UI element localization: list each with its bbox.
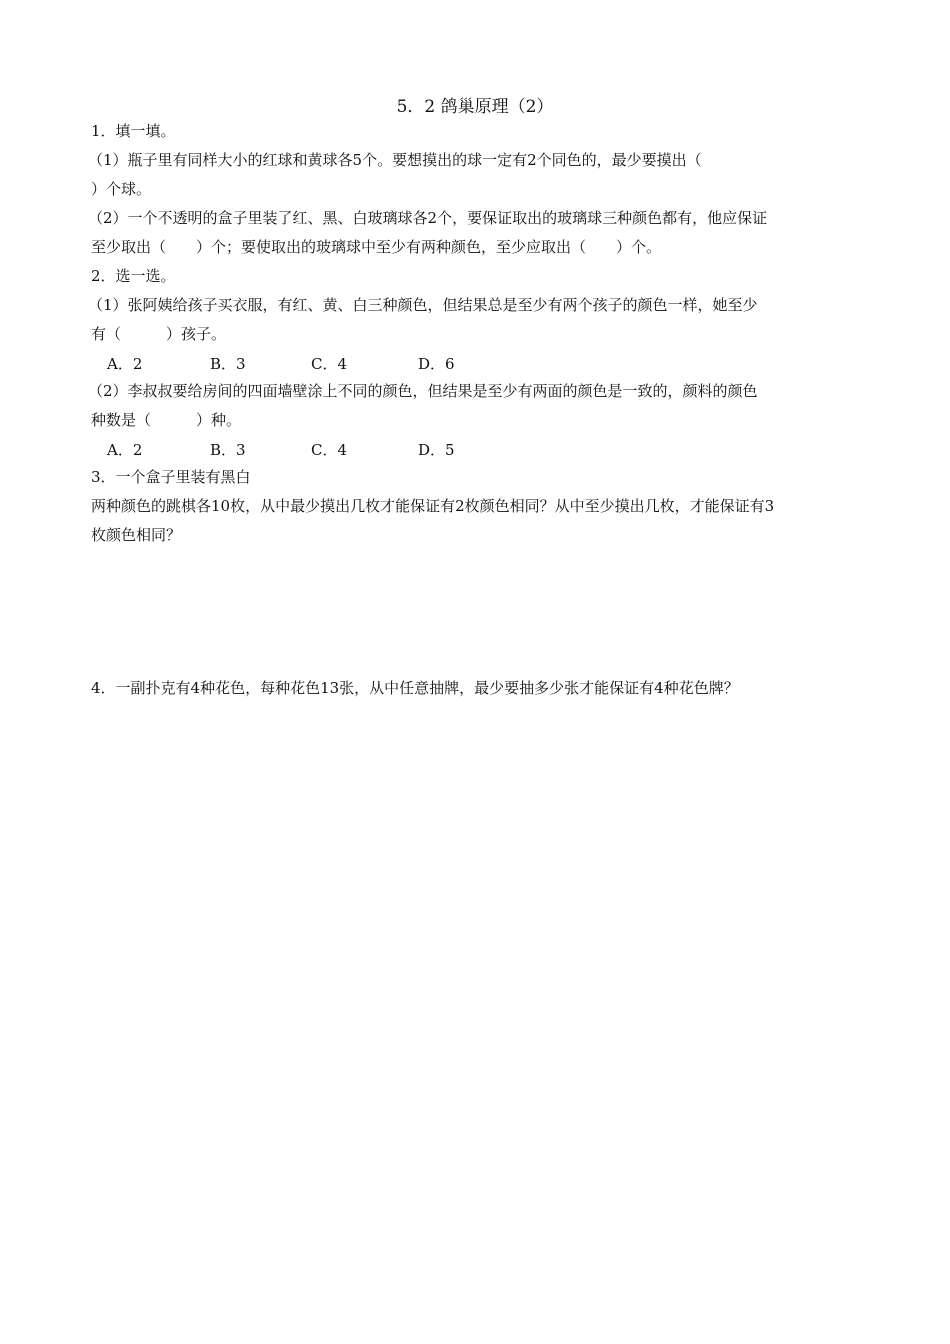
option-c: C．4 (311, 441, 348, 459)
option-d: D．6 (418, 355, 455, 373)
option-a: A．2 (107, 441, 143, 459)
section-2-heading: 2．选一选。 (91, 267, 176, 285)
question-2-1: （1）张阿姨给孩子买衣服，有红、黄、白三种颜色，但结果总是至少有两个孩子的颜色一样，她至少 (88, 296, 758, 314)
question-4: 4．一副扑克有4种花色，每种花色13张，从中任意抽牌，最少要抽多少张才能保证有4种花色牌？ (91, 679, 739, 697)
option-c: C．4 (311, 355, 348, 373)
question-2-2-cont: 种数是（ ）种。 (91, 411, 242, 429)
question-1-2-cont: 至少取出（ ）个；要使取出的玻璃球中至少有两种颜色，至少应取出（ ）个。 (91, 238, 662, 256)
option-b: B．3 (210, 441, 246, 459)
question-1-1: （1）瓶子里有同样大小的红球和黄球各5个。要想摸出的球一定有2个同色的，最少要摸出（ (88, 151, 702, 169)
question-3: 3．一个盒子里装有黑白 (91, 468, 251, 486)
question-1-2: （2）一个不透明的盒子里装了红、黑、白玻璃球各2个，要保证取出的玻璃球三种颜色都有，他应保证 (88, 209, 768, 227)
question-2-1-cont: 有（ ）孩子。 (91, 325, 227, 343)
option-d: D．5 (418, 441, 455, 459)
option-a: A．2 (107, 355, 143, 373)
question-2-2: （2）李叔叔要给房间的四面墙壁涂上不同的颜色，但结果是至少有两面的颜色是一致的，颜料的颜色 (88, 382, 758, 400)
question-3-cont: 两种颜色的跳棋各10枚，从中最少摸出几枚才能保证有2枚颜色相同？从中至少摸出几枚，才能保证有3 (91, 497, 775, 515)
section-1-heading: 1．填一填。 (91, 122, 176, 140)
question-3-cont-2: 枚颜色相同？ (91, 526, 182, 544)
page-title: 5．2 鸽巢原理（2） (396, 97, 554, 117)
option-b: B．3 (210, 355, 246, 373)
question-1-1-cont: ）个球。 (91, 180, 152, 198)
